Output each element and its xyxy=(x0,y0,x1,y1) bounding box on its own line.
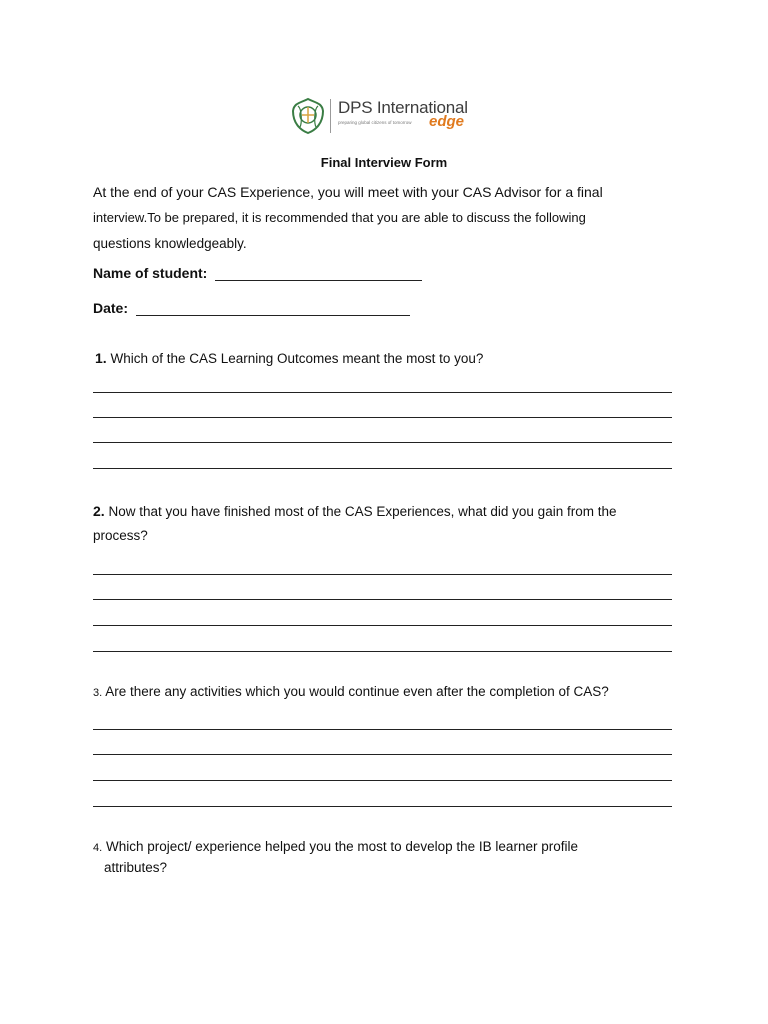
question-text: Now that you have finished most of the CAS Experiences, what did you gain from the process? xyxy=(93,504,617,543)
answer-line[interactable] xyxy=(93,754,672,755)
brand-name: DPS International xyxy=(338,98,468,117)
question-4 xyxy=(93,837,673,877)
question-number: 4. xyxy=(93,842,103,854)
logo-divider xyxy=(330,99,331,133)
date-blank[interactable] xyxy=(136,301,410,316)
date-label: Date: xyxy=(93,300,129,316)
question-text: Which of the CAS Learning Outcomes meant the most to you? xyxy=(110,351,484,366)
answer-line[interactable] xyxy=(93,574,672,575)
school-logo xyxy=(290,97,480,137)
question-text: Which project/ experience helped you the most to develop the IB learner profile xyxy=(105,839,578,854)
answer-line[interactable] xyxy=(93,442,672,443)
intro-paragraph xyxy=(93,179,673,257)
question-text: Are there any activities which you would continue even after the completion of CAS? xyxy=(105,684,609,699)
intro-line-1: At the end of your CAS Experience, you will meet with your CAS Advisor for a final xyxy=(93,184,603,200)
question-number: 1. xyxy=(95,350,107,366)
intro-line-3: questions knowledgeably. xyxy=(93,236,247,251)
question-1 xyxy=(95,346,675,371)
answer-line[interactable] xyxy=(93,599,672,600)
answer-line[interactable] xyxy=(93,392,672,393)
answer-line[interactable] xyxy=(93,651,672,652)
answer-line[interactable] xyxy=(93,468,672,469)
question-3 xyxy=(93,680,673,705)
answer-line[interactable] xyxy=(93,729,672,730)
answer-line[interactable] xyxy=(93,625,672,626)
answer-line[interactable] xyxy=(93,806,672,807)
form-title: Final Interview Form xyxy=(320,155,448,170)
date-field xyxy=(93,300,410,316)
school-crest-icon xyxy=(290,97,326,135)
student-name-blank[interactable] xyxy=(215,266,422,281)
student-name-label: Name of student: xyxy=(93,265,208,281)
answer-line[interactable] xyxy=(93,417,672,418)
student-name-field xyxy=(93,265,422,281)
question-2 xyxy=(93,499,673,548)
intro-line-2: interview.To be prepared, it is recommended that you are able to discuss the following xyxy=(93,210,586,225)
answer-line[interactable] xyxy=(93,780,672,781)
question-text-continued: attributes? xyxy=(104,860,168,875)
question-number: 2. xyxy=(93,503,105,519)
brand-edge: edge xyxy=(429,113,465,130)
brand-tagline: preparing global citizens of tomorrow xyxy=(338,120,412,125)
question-number: 3. xyxy=(93,687,103,699)
